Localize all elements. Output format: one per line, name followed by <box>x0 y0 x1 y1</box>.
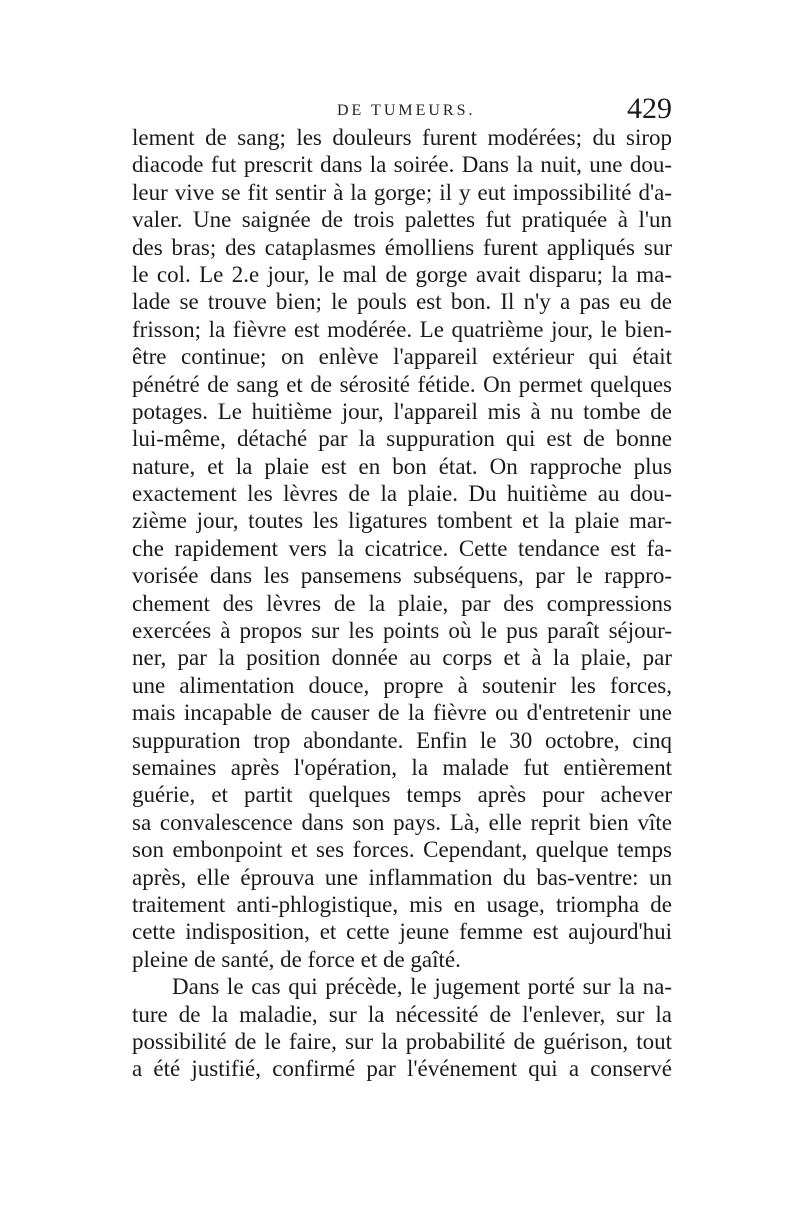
text-line: possibilité de le faire, sur la probabilité de guérison, tout <box>132 1028 672 1054</box>
text-line: semaines après l'opération, la malade fut entièrement <box>132 754 672 780</box>
text-line: frisson; la fièvre est modérée. Le quatrième jour, le bien- <box>132 316 672 342</box>
text-line: être continue; on enlève l'appareil extérieur qui était <box>132 344 672 370</box>
text-line: ture de la maladie, sur la nécessité de l'enlever, sur la <box>132 1001 672 1027</box>
paragraph-end-line: pleine de santé, de force et de gaîté. <box>132 946 461 972</box>
text-line: leur vive se fit sentir à la gorge; il y eut impossibilité d'a- <box>132 179 672 205</box>
text-line: après, elle éprouva une inflammation du bas-ventre: un <box>132 864 672 890</box>
text-line: son embonpoint et ses forces. Cependant, quelque temps <box>132 837 672 863</box>
text-line: potages. Le huitième jour, l'appareil mis à nu tombe de <box>132 398 672 424</box>
text-line: des bras; des cataplasmes émolliens furent appliqués sur <box>132 234 672 260</box>
text-line: zième jour, toutes les ligatures tombent et la plaie mar- <box>132 508 672 534</box>
text-line: une alimentation douce, propre à soutenir les forces, <box>132 672 672 698</box>
text-line: nature, et la plaie est en bon état. On rapproche plus <box>132 453 672 479</box>
text-line: ner, par la position donnée au corps et à la plaie, par <box>132 645 672 671</box>
text-line: cette indisposition, et cette jeune femme est aujourd'hui <box>132 919 672 945</box>
page-number: 429 <box>627 92 672 125</box>
text-line: vorisée dans les pansemens subséquens, par le rappro- <box>132 563 672 589</box>
text-line: exactement les lèvres de la plaie. Du huitième au dou- <box>132 481 672 507</box>
text-line: guérie, et partit quelques temps après pour achever <box>132 782 672 808</box>
body-text <box>132 124 672 1083</box>
text-line: lement de sang; les douleurs furent modérées; du sirop <box>132 125 672 150</box>
text-line: che rapidement vers la cicatrice. Cette tendance est fa- <box>132 535 672 561</box>
text-line: chement des lèvres de la plaie, par des compressions <box>132 590 672 616</box>
running-title: DE TUMEURS. <box>337 102 476 119</box>
text-line: le col. Le 2.e jour, le mal de gorge avait disparu; la ma- <box>132 261 672 287</box>
text-line: sa convalescence dans son pays. Là, elle reprit bien vîte <box>132 809 672 835</box>
paragraph-start-line: Dans le cas qui précède, le jugement porté sur la na- <box>172 974 672 1000</box>
text-line: lade se trouve bien; le pouls est bon. Il n'y a pas eu de <box>132 289 672 315</box>
text-line: pénétré de sang et de sérosité fétide. On permet quelques <box>132 371 672 397</box>
text-line: mais incapable de causer de la fièvre ou d'entretenir une <box>132 700 672 726</box>
text-line: lui-même, détaché par la suppuration qui est de bonne <box>132 426 672 452</box>
text-line: suppuration trop abondante. Enfin le 30 octobre, cinq <box>132 727 672 753</box>
text-line: traitement anti-phlogistique, mis en usage, triompha de <box>132 891 672 917</box>
text-line: exercées à propos sur les points où le pus paraît séjour- <box>132 618 672 644</box>
running-head <box>132 92 672 126</box>
text-line: valer. Une saignée de trois palettes fut pratiquée à l'un <box>132 207 672 233</box>
text-line: diacode fut prescrit dans la soirée. Dans la nuit, une dou- <box>132 152 672 178</box>
text-line: a été justifié, confirmé par l'événement qui a conservé <box>132 1056 672 1082</box>
